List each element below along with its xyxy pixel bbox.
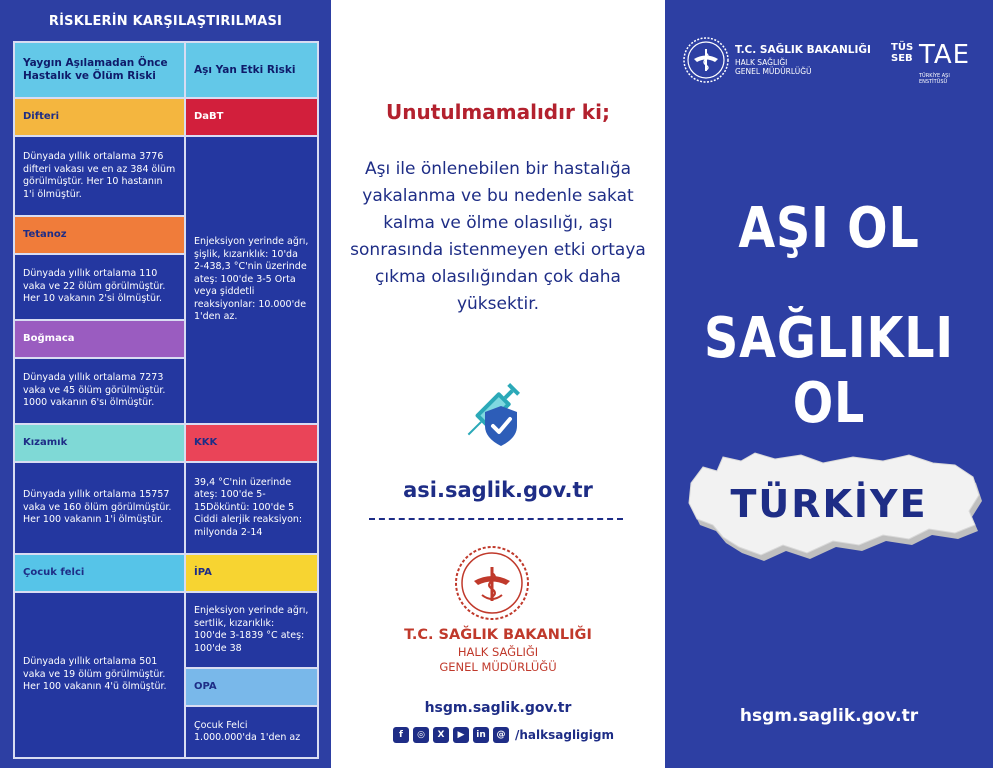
disease-label-bogmaca: Boğmaca xyxy=(14,320,185,358)
facebook-icon[interactable]: f xyxy=(393,727,409,743)
reminder-paragraph: Aşı ile önlenebilen bir hastalığa yakalanma ve bu nedenle sakat kalma ve ölme olasılığı, aşı sonrasında istenmeyen etki ortaya çıkma olasılığından çok daha yüksektir. xyxy=(350,159,646,314)
right-ministry-subtitle-2: GENEL MÜDÜRLÜĞÜ xyxy=(735,67,812,76)
dashed-divider xyxy=(369,518,623,520)
hsgm-website-link[interactable]: hsgm.saglik.gov.tr xyxy=(424,700,572,716)
vaccine-label-ipa: İPA xyxy=(185,554,318,592)
vaccine-text-kkk: 39,4 °C'nin üzerinde ateş: 100'de 5-15Döküntü: 100'de 5 Ciddi alerjik reaksiyon: milyonda 2-14 xyxy=(185,462,318,554)
tuseb-logo-text xyxy=(891,42,919,64)
disease-text-cocuk-felci: Dünyada yıllık ortalama 501 vaka ve 19 ölüm görülmüştür. Her 100 vakanın 4'ü ölmüştür. xyxy=(14,592,185,758)
headline-vaccinate: AŞI OL xyxy=(738,196,920,261)
vaccine-text-opa: Çocuk Felci 1.000.000'da 1'den az xyxy=(185,706,318,758)
turkiye-label: TÜRKİYE xyxy=(730,482,928,526)
tuseb-top: TÜS xyxy=(891,42,914,53)
syringe-shield-icon xyxy=(451,372,531,452)
x-icon[interactable]: X xyxy=(433,727,449,743)
disease-label-difteri: Difteri xyxy=(14,98,185,136)
disease-label-cocuk-felci: Çocuk felci xyxy=(14,554,185,592)
vaccine-text-dabt: Enjeksiyon yerinde ağrı, şişlik, kızarıklık: 10'da 2-438,3 °C'nin üzerinde ateş: 100'de 3-5 Orta veya şiddetli reaksiyonlar: 10.000'de 1'den az. xyxy=(185,136,318,424)
risk-table xyxy=(13,41,319,759)
right-ministry-subtitle-1: HALK SAĞLIĞI xyxy=(735,58,788,67)
tae-text: TAE xyxy=(919,40,971,70)
middle-panel xyxy=(331,0,665,768)
disease-label-kizamik: Kızamık xyxy=(14,424,185,462)
social-handle[interactable]: /halksagligigm xyxy=(515,728,614,742)
disease-text-tetanoz: Dünyada yıllık ortalama 110 vaka ve 22 ölüm görülmüştür. Her 10 vakanın 2'si ölmüştür. xyxy=(14,254,185,320)
disease-text-kizamik: Dünyada yıllık ortalama 15757 vaka ve 160 ölüm görülmüştür. Her 100 vakanın 1'i ölmüştür. xyxy=(14,462,185,554)
right-panel xyxy=(665,0,993,768)
header-vaccine-risk: Aşı Yan Etki Riski xyxy=(185,42,318,98)
disease-text-difteri: Dünyada yıllık ortalama 3776 difteri vakası ve en az 384 ölüm görülmüştür. Her 10 hastanın 1'i ölmüştür. xyxy=(14,136,185,216)
headline-be-healthy: SAĞLIKLI OL xyxy=(704,306,954,436)
threads-icon[interactable]: @ xyxy=(493,727,509,743)
disease-label-tetanoz: Tetanoz xyxy=(14,216,185,254)
social-media-row xyxy=(393,727,614,743)
reminder-heading: Unutulmamalıdır ki; xyxy=(386,100,610,124)
vaccine-label-opa: OPA xyxy=(185,668,318,706)
right-ministry-title: T.C. SAĞLIK BAKANLIĞI xyxy=(735,44,871,56)
header-disease-risk: Yaygın Aşılamadan Önce Hastalık ve Ölüm Riski xyxy=(14,42,185,98)
vaccine-website-link[interactable]: asi.saglik.gov.tr xyxy=(403,478,593,502)
tae-subtitle: TÜRKİYE AŞI ENSTİTÜSÜ xyxy=(919,73,950,85)
ministry-subtitle-2: GENEL MÜDÜRLÜĞÜ xyxy=(439,660,557,674)
vaccine-label-dabt: DaBT xyxy=(185,98,318,136)
ministry-logo-icon xyxy=(682,36,730,84)
left-panel xyxy=(0,0,331,768)
ministry-title: T.C. SAĞLIK BAKANLIĞI xyxy=(404,627,592,643)
ministry-seal-icon xyxy=(454,545,530,621)
ministry-subtitle-1: HALK SAĞLIĞI xyxy=(457,645,539,659)
tuseb-bottom: SEB xyxy=(891,53,913,64)
disease-text-bogmaca: Dünyada yıllık ortalama 7273 vaka ve 45 ölüm görülmüştür. 1000 vakanın 6'sı ölmüştür. xyxy=(14,358,185,424)
vaccine-text-ipa: Enjeksiyon yerinde ağrı, sertlik, kızarıklık: 100'de 3-1839 °C ateş: 100'de 38 xyxy=(185,592,318,668)
risk-comparison-title: RİSKLERİN KARŞILAŞTIRILMASI xyxy=(48,14,283,29)
instagram-icon[interactable]: ◎ xyxy=(413,727,429,743)
tae-logo xyxy=(891,40,981,84)
right-hsgm-website-link[interactable]: hsgm.saglik.gov.tr xyxy=(739,706,919,726)
youtube-icon[interactable]: ▶ xyxy=(453,727,469,743)
linkedin-icon[interactable]: in xyxy=(473,727,489,743)
vaccine-label-kkk: KKK xyxy=(185,424,318,462)
